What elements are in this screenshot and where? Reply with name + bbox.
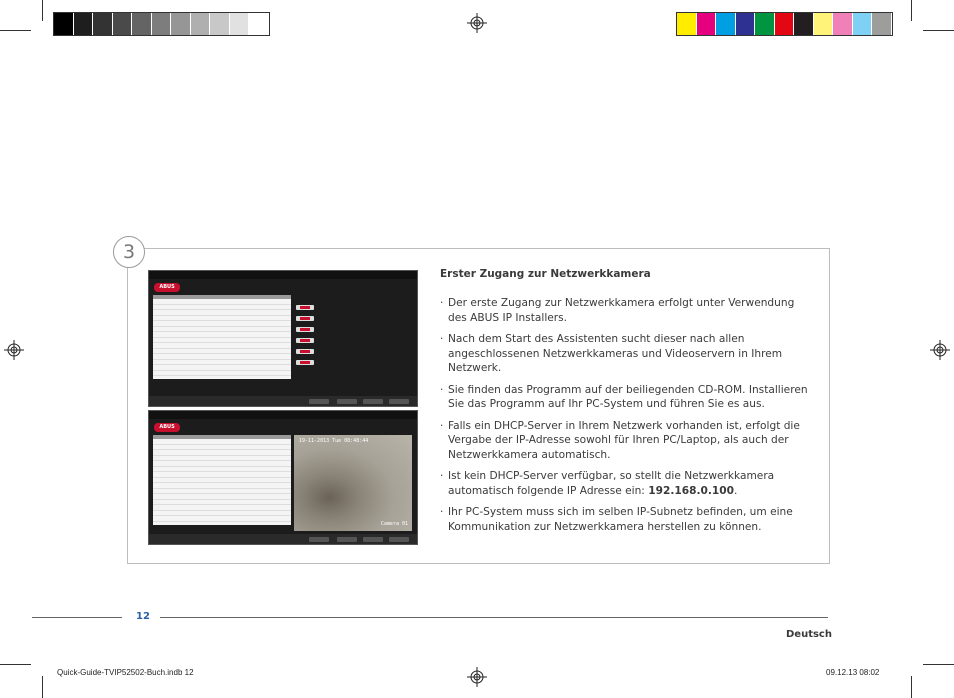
footer-rule-right	[160, 617, 828, 618]
bottom-toolbar	[149, 396, 417, 406]
list-item: · Ihr PC-System muss sich im selben IP-Subnetz befinden, um eine Kommunikation zur Netzwerkkamera herstellen zu können.	[440, 505, 812, 534]
crop-mark	[0, 664, 31, 665]
process-color-bar	[676, 12, 893, 36]
step-number: 3	[113, 236, 145, 268]
color-swatch	[132, 13, 152, 35]
bottom-toolbar	[149, 534, 417, 544]
camera-timestamp: 19-11-2013 Tue 08:48:44	[299, 438, 369, 444]
footer-rule-left	[32, 617, 122, 618]
crop-mark	[911, 0, 912, 21]
crop-mark	[923, 30, 954, 31]
page-number: 12	[136, 611, 150, 622]
crop-mark	[0, 30, 31, 31]
instruction-list	[440, 296, 812, 541]
list-item: · Ist kein DHCP-Server verfügbar, so stellt die Netzwerkkamera automatisch folgende IP Adresse ein: 192.168.0.100.	[440, 469, 812, 498]
list-item: · Nach dem Start des Assistenten sucht dieser nach allen angeschlossenen Netzwerkkameras und Videoservern in Ihrem Netzwerk.	[440, 332, 812, 376]
color-swatch	[171, 13, 191, 35]
crop-mark	[42, 676, 43, 698]
side-button	[296, 327, 314, 332]
crop-mark	[42, 0, 43, 21]
color-swatch	[210, 13, 230, 35]
language-label: Deutsch	[786, 629, 832, 640]
list-item: · Sie finden das Programm auf der beiliegenden CD-ROM. Installieren Sie das Programm auf Ihr PC-System und führen Sie es aus.	[440, 383, 812, 412]
crop-mark	[923, 664, 954, 665]
color-swatch	[833, 13, 853, 35]
color-swatch	[54, 13, 74, 35]
registration-mark-icon	[930, 340, 950, 360]
color-swatch	[74, 13, 94, 35]
color-swatch	[775, 13, 795, 35]
color-swatch	[191, 13, 211, 35]
print-slug-left: Quick-Guide-TVIP52502-Buch.indb 12	[57, 668, 194, 677]
list-item: · Der erste Zugang zur Netzwerkkamera erfolgt unter Verwendung des ABUS IP Installers.	[440, 296, 812, 325]
side-button	[296, 338, 314, 343]
abus-logo: ABUS	[154, 423, 180, 432]
color-swatch	[677, 13, 697, 35]
color-swatch	[152, 13, 172, 35]
camera-name: Camera 01	[380, 521, 408, 527]
color-swatch	[736, 13, 756, 35]
color-swatch	[794, 13, 814, 35]
side-button	[296, 305, 314, 310]
registration-mark-icon	[4, 340, 24, 360]
ip-installer-liveview-screenshot	[148, 410, 418, 545]
side-button	[296, 349, 314, 354]
color-swatch	[872, 13, 892, 35]
ip-installer-screenshot	[148, 270, 418, 407]
color-swatch	[249, 13, 269, 35]
color-swatch	[113, 13, 133, 35]
print-slug-right: 09.12.13 08:02	[826, 668, 880, 677]
grayscale-color-bar	[53, 12, 270, 36]
side-button	[296, 360, 314, 365]
default-ip-address: 192.168.0.100	[648, 484, 735, 497]
window-titlebar	[149, 411, 417, 419]
color-swatch	[814, 13, 834, 35]
registration-mark-icon	[467, 667, 487, 687]
section-title: Erster Zugang zur Netzwerkkamera	[440, 268, 651, 280]
registration-mark-icon	[467, 13, 487, 33]
camera-list	[153, 295, 291, 379]
camera-live-view	[294, 435, 412, 531]
color-swatch	[697, 13, 717, 35]
list-item: · Falls ein DHCP-Server in Ihrem Netzwerk vorhanden ist, erfolgt die Vergabe der IP-Adresse sowohl für Ihren PC/Laptop, als auch der Netzwerkkamera automatisch.	[440, 419, 812, 463]
color-swatch	[853, 13, 873, 35]
color-swatch	[93, 13, 113, 35]
color-swatch	[716, 13, 736, 35]
crop-mark	[911, 676, 912, 698]
side-button	[296, 316, 314, 321]
abus-logo: ABUS	[154, 283, 180, 292]
camera-list	[153, 435, 291, 525]
window-titlebar	[149, 271, 417, 279]
color-swatch	[755, 13, 775, 35]
color-swatch	[230, 13, 250, 35]
